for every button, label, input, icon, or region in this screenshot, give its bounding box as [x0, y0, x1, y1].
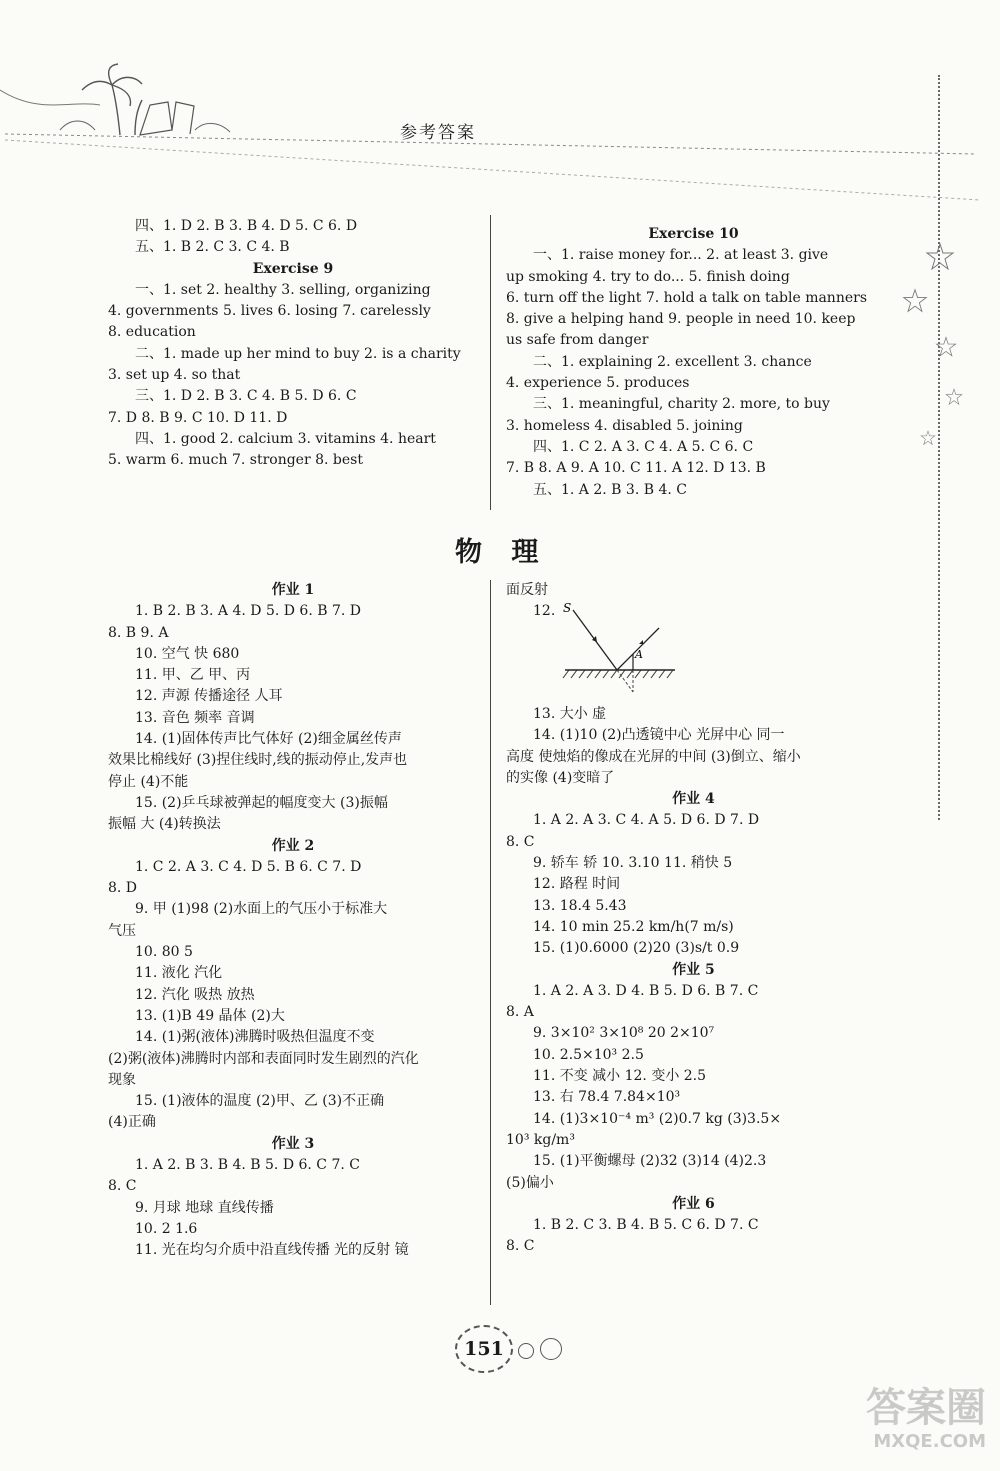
answer-line: 11. 不变 减小 12. 变小 2.5	[533, 1068, 707, 1085]
answer-line: 10³ kg/m³	[506, 1131, 575, 1148]
answer-line: 9. 甲 (1)98 (2)水面上的气压小于标准大	[135, 901, 388, 918]
physics-answers-right	[506, 704, 881, 1258]
star-icon	[902, 288, 928, 314]
answer-line: 15. (2)乒乓球被弹起的幅度变大 (3)振幅	[135, 794, 388, 811]
answer-line: 五、1. A 2. B 3. B 4. C	[533, 481, 687, 498]
answer-line: 15. (1)0.6000 (2)20 (3)s/t 0.9	[533, 940, 740, 957]
answer-line: 三、1. meaningful, charity 2. more, to buy	[533, 396, 830, 413]
answer-line: 四、1. good 2. calcium 3. vitamins 4. heart	[135, 430, 436, 447]
star-icon	[920, 430, 936, 446]
answer-line: 高度 使烛焰的像成在光屏的中间 (3)倒立、缩小	[506, 748, 801, 765]
answer-line: 三、1. D 2. B 3. C 4. B 5. D 6. C	[135, 388, 357, 405]
point-a-label: A	[635, 648, 643, 661]
answer-line: (2)粥(液体)沸腾时内部和表面同时发生剧烈的汽化	[108, 1050, 419, 1067]
answer-line: 12. 汽化 吸热 放热	[135, 986, 255, 1003]
answer-line: 12. 路程 时间	[533, 876, 621, 893]
answer-line: (4)正确	[108, 1114, 156, 1131]
answer-line: 15. (1)液体的温度 (2)甲、乙 (3)不正确	[135, 1093, 385, 1110]
answer-line: 11. 液化 汽化	[135, 965, 223, 982]
answer-line: 气压	[108, 922, 136, 939]
answer-line: 振幅 大 (4)转换法	[108, 816, 221, 833]
answer-line: 1. A 2. A 3. D 4. B 5. D 6. B 7. C	[533, 982, 759, 999]
answer-line: 8. C	[108, 1178, 137, 1195]
answer-line: 1. B 2. B 3. A 4. D 5. D 6. B 7. D	[135, 603, 362, 620]
answer-line: 8. give a helping hand 9. people in need 10. keep	[506, 311, 856, 328]
answer-line: 现象	[108, 1071, 136, 1088]
answer-line: 9. 3×10² 3×10⁸ 20 2×10⁷	[533, 1025, 715, 1042]
answer-line: 8. C	[506, 1238, 535, 1255]
answer-line: 3. homeless 4. disabled 5. joining	[506, 417, 743, 434]
palm-tree-icon	[82, 64, 142, 135]
answer-line: 13. 大小 虚	[533, 706, 607, 722]
answer-line: 6. turn off the light 7. hold a talk on table manners	[506, 289, 868, 306]
answer-line: 12. 声源 传播途径 人耳	[135, 688, 283, 705]
answer-line: 13. 右 78.4 7.84×10³	[533, 1089, 681, 1106]
answer-line: 1. B 2. C 3. B 4. B 5. C 6. D 7. C	[533, 1217, 759, 1234]
answer-line: 8. D	[108, 880, 138, 897]
answer-line: 14. (1)固体传声比气体好 (2)细金属丝传声	[135, 731, 402, 748]
answer-line: 11. 甲、乙 甲、丙	[135, 667, 251, 684]
answer-line: 四、1. D 2. B 3. B 4. D 5. C 6. D	[135, 218, 358, 234]
watermark	[836, 1385, 986, 1465]
subject-title: 物 理	[455, 537, 549, 568]
section-heading: 作业 6	[672, 1195, 715, 1212]
section-heading: Exercise 10	[648, 226, 739, 242]
watermark-text: 答案圈	[866, 1385, 986, 1431]
star-icon	[925, 242, 955, 272]
answer-line: 二、1. explaining 2. excellent 3. chance	[533, 353, 812, 370]
answer-line: 15. (1)平衡螺母 (2)32 (3)14 (4)2.3	[533, 1153, 767, 1170]
watermark-url: MXQE.COM	[873, 1431, 986, 1452]
answer-line: 一、1. set 2. healthy 3. selling, organizing	[135, 281, 431, 298]
answer-line: 10. 80 5	[135, 944, 193, 961]
reflection-diagram	[555, 600, 685, 700]
answer-line: 五、1. B 2. C 3. C 4. B	[135, 239, 290, 256]
answer-line: 8. education	[108, 324, 196, 341]
answer-line: 4. experience 5. produces	[506, 375, 690, 392]
answer-line: 14. (1)10 (2)凸透镜中心 光屏中心 同一	[533, 727, 785, 744]
answer-line: 4. governments 5. lives 6. losing 7. carelessly	[108, 303, 431, 320]
answer-line: 14. (1)粥(液体)沸腾时吸热但温度不变	[135, 1029, 375, 1046]
answer-line: 10. 空气 快 680	[135, 645, 240, 662]
answer-line: 1. A 2. B 3. B 4. B 5. D 6. C 7. C	[135, 1157, 360, 1174]
answer-line: 10. 2.5×10³ 2.5	[533, 1046, 644, 1063]
margin-dotted-line	[938, 75, 940, 820]
answer-line: 的实像 (4)变暗了	[506, 769, 615, 786]
header-decoration	[0, 60, 980, 210]
decorative-circle	[540, 1338, 562, 1360]
answer-line: 四、1. C 2. A 3. C 4. A 5. C 6. C	[533, 438, 754, 455]
section-heading: 作业 3	[271, 1135, 315, 1152]
answer-line: 13. 音色 频率 音调	[135, 709, 255, 726]
answer-line: 效果比棉线好 (3)捏住线时,线的振动停止,发声也	[108, 752, 408, 769]
section-heading: 作业 2	[271, 837, 315, 854]
answer-line: 9. 月球 地球 直线传播	[135, 1199, 274, 1216]
answer-line: up smoking 4. try to do... 5. finish doing	[506, 268, 790, 285]
answer-line: 停止 (4)不能	[108, 773, 189, 790]
answer-line: 12.	[533, 603, 556, 620]
section-heading: Exercise 9	[252, 260, 334, 277]
answer-line: 5. warm 6. much 7. stronger 8. best	[108, 452, 363, 469]
answer-line: 10. 2 1.6	[135, 1220, 198, 1237]
star-icon	[945, 388, 963, 406]
decorative-circle	[518, 1343, 534, 1359]
page-number: 151	[455, 1325, 513, 1373]
column-divider	[490, 215, 491, 510]
answer-line: 7. D 8. B 9. C 10. D 11. D	[108, 409, 288, 426]
answer-line: 8. A	[506, 1004, 534, 1021]
star-icon	[935, 336, 957, 358]
answer-line: 8. B 9. A	[108, 624, 169, 641]
section-heading: 作业 4	[672, 791, 715, 808]
answer-line: 8. C	[506, 833, 535, 850]
answer-line: (5)偏小	[506, 1174, 554, 1191]
answer-line: us safe from danger	[506, 332, 649, 349]
answer-line: 3. set up 4. so that	[108, 367, 241, 384]
answer-line: 一、1. raise money for... 2. at least 3. give	[533, 247, 829, 264]
section-heading: 作业 1	[271, 582, 315, 598]
english-answers-right	[506, 224, 881, 501]
column-divider	[490, 580, 491, 1305]
answer-line: 13. 18.4 5.43	[533, 897, 627, 914]
book-icon	[140, 102, 194, 135]
answer-line: 13. (1)B 49 晶体 (2)大	[135, 1007, 285, 1024]
english-answers-left	[108, 216, 478, 472]
answer-line: 面反射	[506, 582, 548, 598]
answer-line: 11. 光在均匀介质中沿直线传播 光的反射 镜	[135, 1242, 409, 1259]
answer-line: 9. 轿车 轿 10. 3.10 11. 稍快 5	[533, 855, 733, 872]
answer-line: 14. 10 min 25.2 km/h(7 m/s)	[533, 918, 734, 935]
answer-line: 14. (1)3×10⁻⁴ m³ (2)0.7 kg (3)3.5×	[533, 1110, 782, 1127]
answer-line: 1. C 2. A 3. C 4. D 5. B 6. C 7. D	[135, 858, 362, 875]
section-heading: 作业 5	[672, 961, 715, 978]
physics-answers-left	[108, 580, 478, 1262]
answer-line: 二、1. made up her mind to buy 2. is a charity	[135, 345, 461, 362]
answer-line: 7. B 8. A 9. A 10. C 11. A 12. D 13. B	[506, 460, 766, 477]
point-s-label: S	[563, 601, 572, 615]
header-title: 参考答案	[400, 123, 476, 143]
answer-line: 1. A 2. A 3. C 4. A 5. D 6. D 7. D	[533, 812, 760, 829]
